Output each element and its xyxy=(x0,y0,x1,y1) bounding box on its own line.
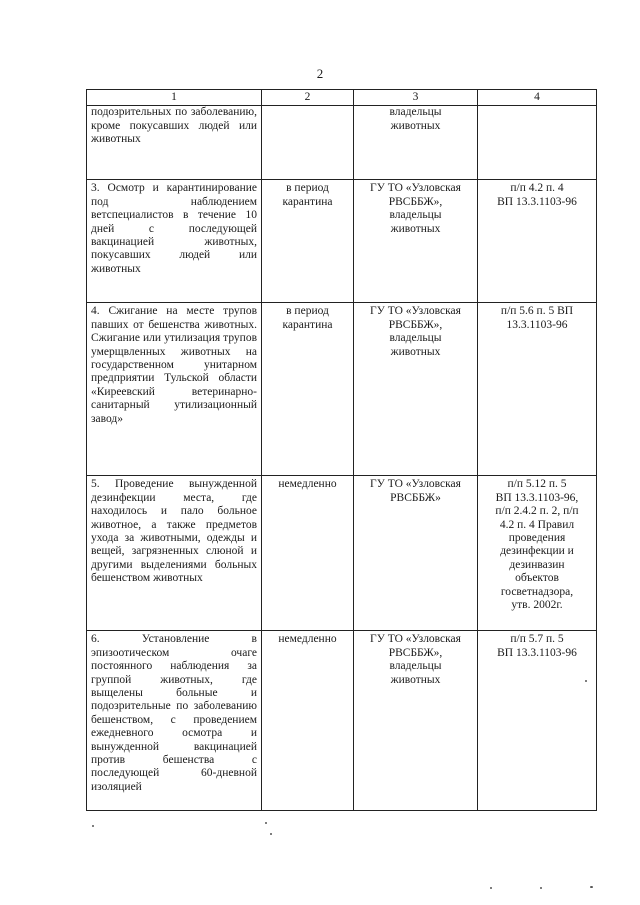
column-header-2: 2 xyxy=(262,90,354,106)
measure-cell: 3. Осмотр и карантинирование под наблюдением ветспециалистов в течение 10 дней с последующей вакцинацией животных, покусавших людей или животных xyxy=(87,180,262,303)
reference-cell: п/п 5.6 п. 5 ВП 13.3.1103-96 xyxy=(478,303,597,476)
scan-speck xyxy=(540,887,542,889)
responsible-cell: ГУ ТО «Узловская РВСББЖ», владельцы животных xyxy=(354,631,478,811)
responsible-cell: ГУ ТО «Узловская РВСББЖ», владельцы животных xyxy=(354,180,478,303)
scan-speck xyxy=(490,887,492,889)
timing-cell: в период карантина xyxy=(262,180,354,303)
column-header-3: 3 xyxy=(354,90,478,106)
timing-cell: в период карантина xyxy=(262,303,354,476)
responsible-cell: ГУ ТО «Узловская РВСББЖ», владельцы животных xyxy=(354,303,478,476)
measure-cell: 4. Сжигание на месте трупов павших от бешенства животных. Сжигание или утилизация трупов умерщвленных животных на государственном унитарном предприятии Тульской области «Киреевский ветеринарно-санитарный утилизационный завод» xyxy=(87,303,262,476)
reference-cell xyxy=(478,106,597,180)
page-number: 2 xyxy=(316,66,324,81)
table-row xyxy=(87,476,597,631)
reference-cell: п/п 4.2 п. 4 ВП 13.3.1103-96 xyxy=(478,180,597,303)
scan-speck xyxy=(92,825,94,827)
timing-cell: немедленно xyxy=(262,631,354,811)
timing-cell xyxy=(262,106,354,180)
scan-speck xyxy=(585,680,587,682)
measure-cell: 5. Проведение вынужденной дезинфекции места, где находилось и пало больное животное, а также предметов ухода за животными, одежды и вещей, загрязненных слюной и другими выделениями больных бешенством животных xyxy=(87,476,262,631)
table-row xyxy=(87,180,597,303)
measure-cell: подозрительных по заболеванию, кроме покусавших людей или животных xyxy=(87,106,262,180)
table-row xyxy=(87,303,597,476)
table-row xyxy=(87,631,597,811)
column-header-1: 1 xyxy=(87,90,262,106)
column-header-4: 4 xyxy=(478,90,597,106)
table-header-row xyxy=(87,90,597,106)
scan-speck xyxy=(270,833,272,835)
responsible-cell: ГУ ТО «Узловская РВСББЖ» xyxy=(354,476,478,631)
scan-speck xyxy=(590,886,593,888)
measure-cell: 6. Установление в эпизоотическом очаге постоянного наблюдения за группой животных, где выщелены больные и подозрительные по заболеванию бешенством, с проведением ежедневного осмотра и вынужденной вакцинацией против бешенства с последующей 60-дневной изоляцией xyxy=(87,631,262,811)
reference-cell: п/п 5.7 п. 5 ВП 13.3.1103-96 xyxy=(478,631,597,811)
reference-cell: п/п 5.12 п. 5 ВП 13.3.1103-96, п/п 2.4.2 п. 2, п/п 4.2 п. 4 Правил проведения дезинфекции и дезинвазин объектов госветнадзора, утв. 2002г. xyxy=(478,476,597,631)
scan-speck xyxy=(265,822,267,824)
measures-table xyxy=(86,89,597,811)
timing-cell: немедленно xyxy=(262,476,354,631)
responsible-cell: владельцы животных xyxy=(354,106,478,180)
table-row xyxy=(87,106,597,180)
